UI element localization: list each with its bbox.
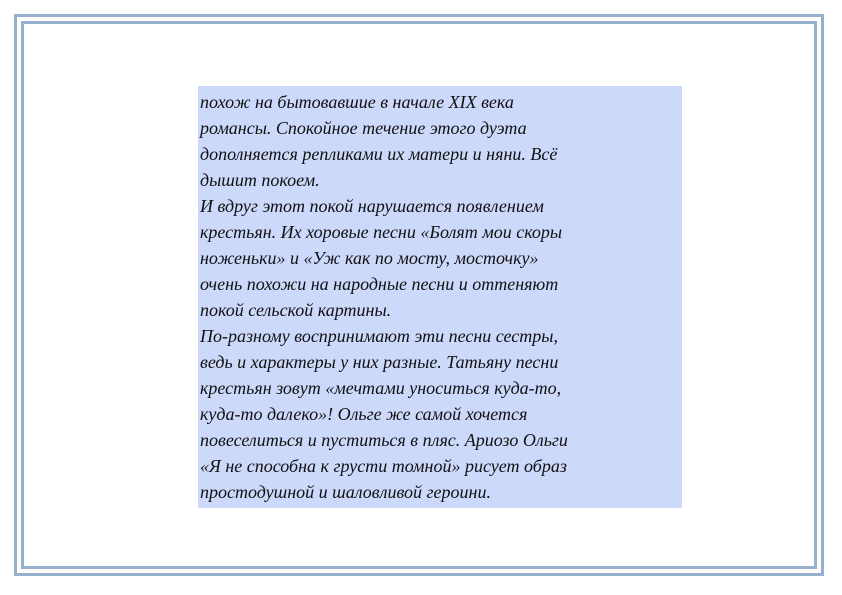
text-line: дополняется репликами их матери и няни. Всё [200, 144, 558, 164]
text-line: По-разному воспринимают эти песни сестры, [200, 326, 558, 346]
text-line: простодушной и шаловливой героини. [200, 482, 491, 502]
text-line: похож на бытовавшие в начале XIX века [200, 92, 514, 112]
text-line: романсы. Спокойное течение этого дуэта [200, 118, 527, 138]
text-line: дышит покоем. [200, 170, 320, 190]
paragraph-3 [200, 323, 676, 505]
paragraph-2 [200, 193, 676, 323]
text-line: крестьян зовут «мечтами уноситься куда-то, [200, 378, 562, 398]
text-line: куда-то далеко»! Ольге же самой хочется [200, 404, 528, 424]
paragraph-1 [200, 89, 676, 193]
text-line: ведь и характеры у них разные. Татьяну песни [200, 352, 559, 372]
text-line: покой сельской картины. [200, 300, 392, 320]
text-line: очень похожи на народные песни и оттеняют [200, 274, 559, 294]
text-line: «Я не способна к грусти томной» рисует образ [200, 456, 567, 476]
text-line: ноженьки» и «Уж как по мосту, мосточку» [200, 248, 539, 268]
text-line: крестьян. Их хоровые песни «Болят мои скоры [200, 222, 563, 242]
text-line: повеселиться и пуститься в пляс. Ариозо Ольги [200, 430, 568, 450]
text-line: И вдруг этот покой нарушается появлением [200, 196, 544, 216]
text-box [198, 86, 682, 508]
